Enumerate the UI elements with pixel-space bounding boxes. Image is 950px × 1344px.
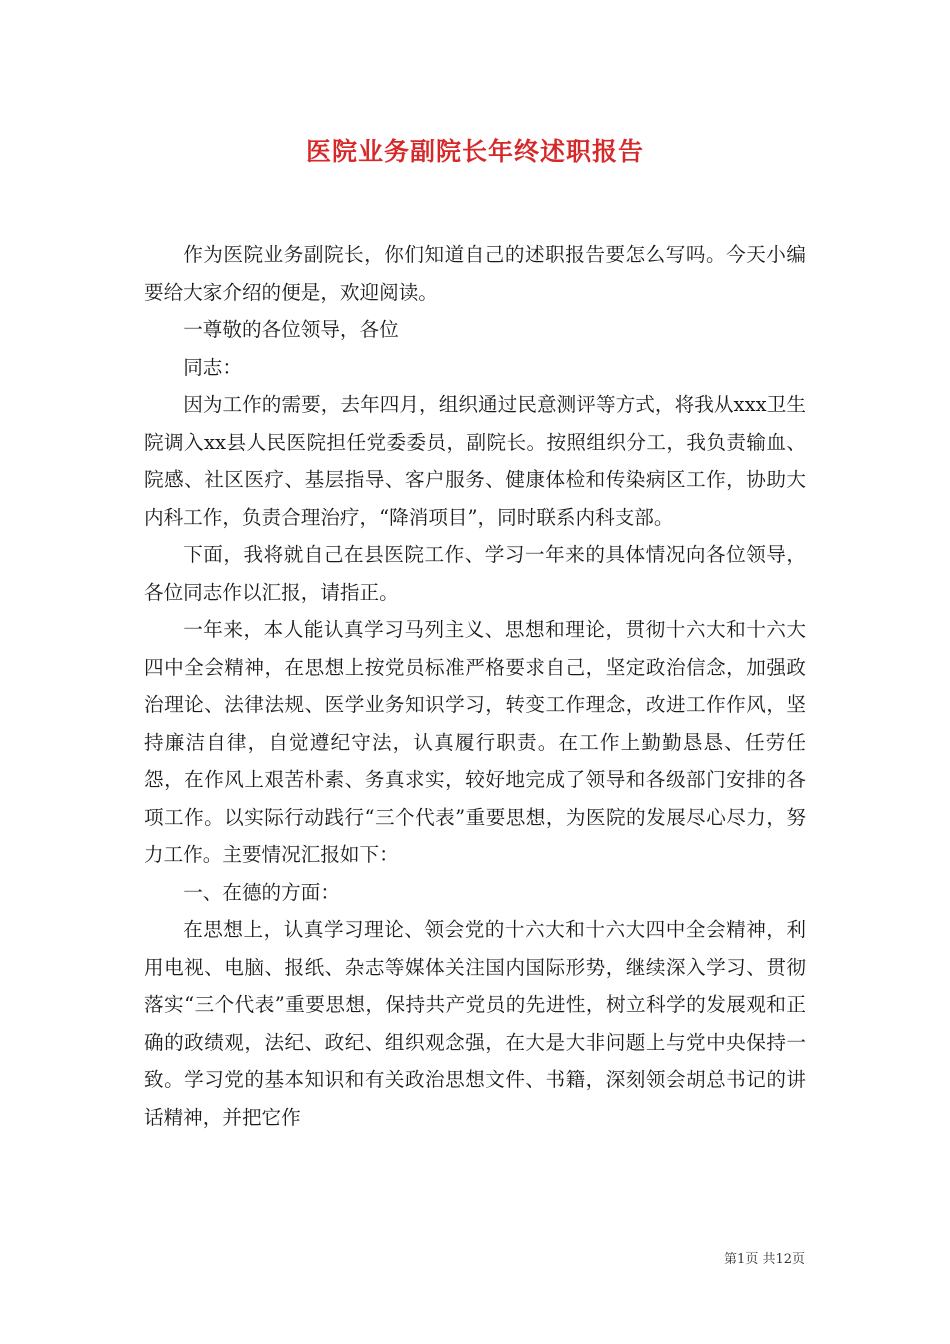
paragraph-intro: 作为医院业务副院长，你们知道自己的述职报告要怎么写吗。今天小编要给大家介绍的便是，欢迎阅读。 — [144, 243, 806, 304]
paragraph-salutation-cont: 同志： — [183, 355, 242, 379]
paragraph-overview: 下面，我将就自己在县医院工作、学习一年来的具体情况向各位领导，各位同志作以汇报，请指正。 — [144, 543, 806, 604]
paragraph-salutation: 一尊敬的各位领导，各位 — [183, 318, 399, 341]
paragraph-background: 因为工作的需要，去年四月，组织通过民意测评等方式，将我从xxx卫生院调入xx县人民医院担任党委委员，副院长。按照组织分工，我负责输血、院感、社区医疗、基层指导、客户服务、健康体检和传染病区工作，协助大内科工作，负责合理治疗，“降消项目”，同时联系内科支部。 — [144, 393, 806, 529]
page-number: 第1页 共12页 — [724, 1252, 805, 1267]
document-title: 医院业务副院长年终述职报告 — [305, 137, 644, 166]
paragraph-ideology: 在思想上，认真学习理论、领会党的十六大和十六大四中全会精神，利用电视、电脑、报纸、杂志等媒体关注国内国际形势，继续深入学习、贯彻落实“三个代表”重要思想，保持共产党员的先进性，树立科学的发展观和正确的政绩观，法纪、政纪、组织观念强，在大是大非问题上与党中央保持一致。学习党的基本知识和有关政治思想文件、书籍，深刻领会胡总书记的讲话精神，并把它作 — [144, 918, 806, 1129]
document-body — [144, 236, 806, 1136]
section-heading-morality: 一、在德的方面： — [183, 880, 340, 904]
paragraph-summary: 一年来，本人能认真学习马列主义、思想和理论，贯彻十六大和十六大四中全会精神，在思想上按党员标准严格要求自己，坚定政治信念，加强政治理论、法律法规、医学业务知识学习，转变工作理念，改进工作作风，坚持廉洁自律，自觉遵纪守法，认真履行职责。在工作上勤勤恳恳、任劳任怨，在作风上艰苦朴素、务真求实，较好地完成了领导和各级部门安排的各项工作。以实际行动践行“三个代表”重要思想，为医院的发展尽心尽力，努力工作。主要情况汇报如下： — [144, 618, 806, 866]
